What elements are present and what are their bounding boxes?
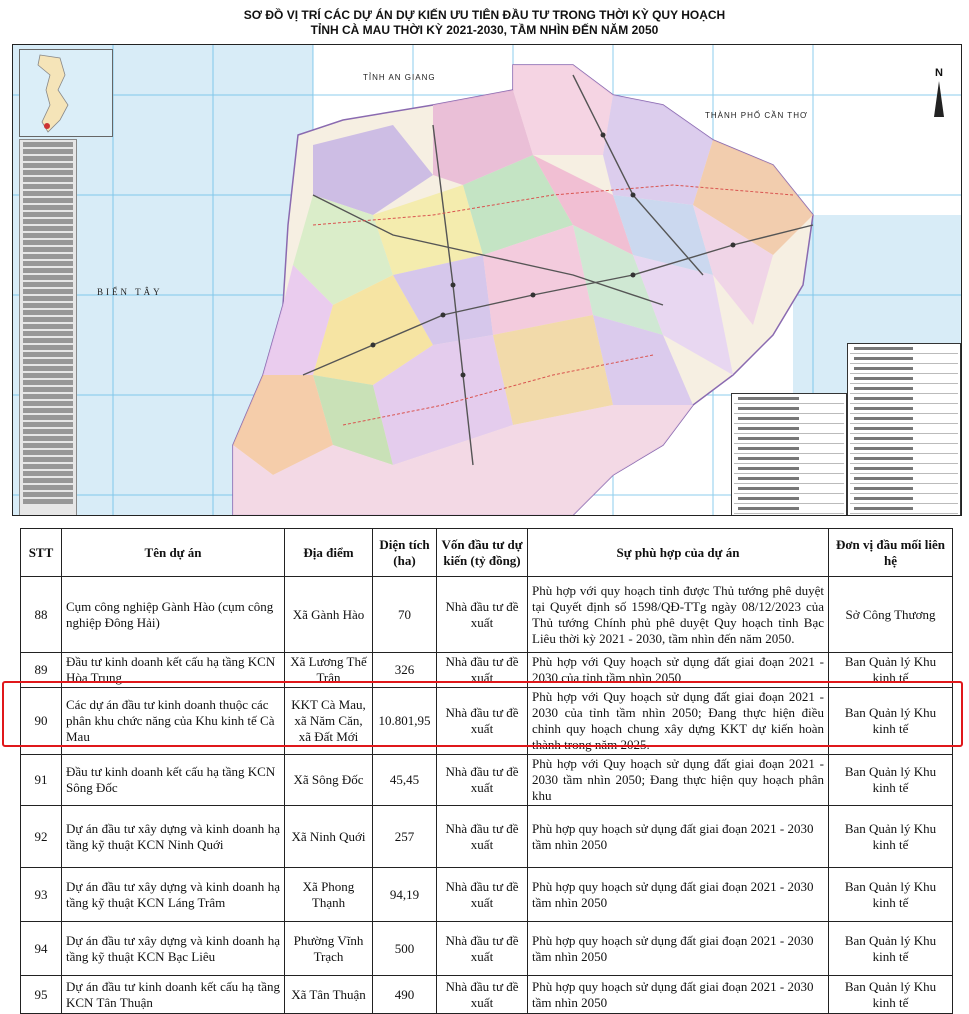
cell-stt: 90 xyxy=(21,688,62,755)
map-title-line1: SƠ ĐỒ VỊ TRÍ CÁC DỰ ÁN DỰ KIẾN ƯU TIÊN ĐẦU TƯ TRONG THỜI KỲ QUY HOẠCH xyxy=(243,8,726,22)
cell-area: 10.801,95 xyxy=(373,688,437,755)
north-arrow-icon xyxy=(934,81,944,117)
cell-area: 70 xyxy=(373,577,437,653)
table-row xyxy=(21,688,953,755)
cell-location: Xã Tân Thuận xyxy=(285,976,373,1014)
cell-fit: Phù hợp với Quy hoạch sử dụng đất giai đoạn 2021 - 2030 của tỉnh tầm nhìn 2050 xyxy=(528,653,829,688)
cell-location: Xã Gành Hào xyxy=(285,577,373,653)
header-name: Tên dự án xyxy=(62,529,285,577)
cell-stt: 93 xyxy=(21,868,62,922)
cell-fit: Phù hợp quy hoạch sử dụng đất giai đoạn 2021 - 2030 tầm nhìn 2050 xyxy=(528,806,829,868)
inset-map xyxy=(19,49,113,137)
cell-capital: Nhà đầu tư đề xuất xyxy=(437,806,528,868)
cell-area: 490 xyxy=(373,976,437,1014)
cell-contact: Ban Quản lý Khu kinh tế xyxy=(829,755,953,806)
cell-area: 94,19 xyxy=(373,868,437,922)
north-letter: N xyxy=(935,67,943,79)
cell-name: Đầu tư kinh doanh kết cấu hạ tầng KCN Hòa Trung xyxy=(62,653,285,688)
label-can-tho: THÀNH PHỐ CẦN THƠ xyxy=(705,111,808,120)
map-legend-left xyxy=(19,139,77,516)
table-row xyxy=(21,868,953,922)
cell-capital: Nhà đầu tư đề xuất xyxy=(437,922,528,976)
header-capital: Vốn đầu tư dự kiến (tỷ đồng) xyxy=(437,529,528,577)
cell-contact: Ban Quản lý Khu kinh tế xyxy=(829,688,953,755)
map-title xyxy=(0,8,969,38)
label-bien-tay: BIỂN TÂY xyxy=(97,287,163,297)
cell-name: Cụm công nghiệp Gành Hào (cụm công nghiệp Đông Hải) xyxy=(62,577,285,653)
header-fit: Sự phù hợp của dự án xyxy=(528,529,829,577)
table-row xyxy=(21,577,953,653)
header-contact: Đơn vị đầu mối liên hệ xyxy=(829,529,953,577)
cell-contact: Sở Công Thương xyxy=(829,577,953,653)
cell-fit: Phù hợp với Quy hoạch sử dụng đất giai đoạn 2021 - 2030 tầm nhìn 2050; Đang thực hiện quy hoạch phân khu xyxy=(528,755,829,806)
label-an-giang: TỈNH AN GIANG xyxy=(363,73,436,82)
map-legend-table-2 xyxy=(847,343,961,516)
cell-stt: 94 xyxy=(21,922,62,976)
table-row xyxy=(21,653,953,688)
header-area: Diện tích (ha) xyxy=(373,529,437,577)
cell-capital: Nhà đầu tư đề xuất xyxy=(437,577,528,653)
cell-location: KKT Cà Mau, xã Năm Căn, xã Đất Mới xyxy=(285,688,373,755)
cell-stt: 91 xyxy=(21,755,62,806)
cell-contact: Ban Quản lý Khu kinh tế xyxy=(829,868,953,922)
cell-contact: Ban Quản lý Khu kinh tế xyxy=(829,653,953,688)
header-stt: STT xyxy=(21,529,62,577)
cell-stt: 92 xyxy=(21,806,62,868)
cell-capital: Nhà đầu tư đề xuất xyxy=(437,755,528,806)
map-legend-table-1 xyxy=(731,393,847,516)
cell-name: Dự án đầu tư xây dựng và kinh doanh hạ tầng kỹ thuật KCN Láng Trâm xyxy=(62,868,285,922)
north-arrow xyxy=(931,67,947,117)
cell-location: Xã Sông Đốc xyxy=(285,755,373,806)
cell-capital: Nhà đầu tư đề xuất xyxy=(437,868,528,922)
table-row xyxy=(21,755,953,806)
table-row xyxy=(21,806,953,868)
inset-map-drawing xyxy=(20,50,112,136)
cell-area: 257 xyxy=(373,806,437,868)
cell-capital: Nhà đầu tư đề xuất xyxy=(437,976,528,1014)
cell-fit: Phù hợp quy hoạch sử dụng đất giai đoạn 2021 - 2030 tầm nhìn 2050 xyxy=(528,976,829,1014)
cell-fit: Phù hợp với quy hoạch tỉnh được Thủ tướng phê duyệt tại Quyết định số 1598/QĐ-TTg ngày 08/12/2023 của Thủ tướng Chính phủ phê duyệt Quy hoạch tỉnh Bạc Liêu thời kỳ 2021 - 2030, tầm nhìn đến năm 2050. xyxy=(528,577,829,653)
cell-name: Dự án đầu tư xây dựng và kinh doanh hạ tầng kỹ thuật KCN Bạc Liêu xyxy=(62,922,285,976)
cell-capital: Nhà đầu tư đề xuất xyxy=(437,688,528,755)
projects-table xyxy=(20,528,953,1014)
cell-fit: Phù hợp quy hoạch sử dụng đất giai đoạn 2021 - 2030 tầm nhìn 2050 xyxy=(528,922,829,976)
cell-name: Dự án đầu tư kinh doanh kết cấu hạ tầng KCN Tân Thuận xyxy=(62,976,285,1014)
cell-capital: Nhà đầu tư đề xuất xyxy=(437,653,528,688)
cell-area: 45,45 xyxy=(373,755,437,806)
cell-name: Các dự án đầu tư kinh doanh thuộc các phân khu chức năng của Khu kinh tế Cà Mau xyxy=(62,688,285,755)
cell-fit: Phù hợp quy hoạch sử dụng đất giai đoạn 2021 - 2030 tầm nhìn 2050 xyxy=(528,868,829,922)
cell-name: Đầu tư kinh doanh kết cấu hạ tầng KCN Sông Đốc xyxy=(62,755,285,806)
header-location: Địa điểm xyxy=(285,529,373,577)
cell-contact: Ban Quản lý Khu kinh tế xyxy=(829,922,953,976)
map[interactable] xyxy=(12,44,962,516)
cell-fit: Phù hợp với Quy hoạch sử dụng đất giai đoạn 2021 - 2030 của tỉnh tầm nhìn 2050; Đang thực hiện điều chỉnh quy hoạch chung xây dựng KKT dự kiến hoàn thành trong năm 2025. xyxy=(528,688,829,755)
table-header-row xyxy=(21,529,953,577)
cell-location: Xã Phong Thạnh xyxy=(285,868,373,922)
cell-location: Phường Vĩnh Trạch xyxy=(285,922,373,976)
cell-name: Dự án đầu tư xây dựng và kinh doanh hạ tầng kỹ thuật KCN Ninh Quới xyxy=(62,806,285,868)
cell-stt: 95 xyxy=(21,976,62,1014)
cell-location: Xã Lương Thế Trân xyxy=(285,653,373,688)
table-row xyxy=(21,976,953,1014)
cell-area: 326 xyxy=(373,653,437,688)
cell-stt: 89 xyxy=(21,653,62,688)
table-row xyxy=(21,922,953,976)
cell-contact: Ban Quản lý Khu kinh tế xyxy=(829,806,953,868)
cell-contact: Ban Quản lý Khu kinh tế xyxy=(829,976,953,1014)
map-title-line2: TỈNH CÀ MAU THỜI KỲ 2021-2030, TẦM NHÌN ĐẾN NĂM 2050 xyxy=(310,23,659,37)
cell-stt: 88 xyxy=(21,577,62,653)
cell-area: 500 xyxy=(373,922,437,976)
cell-location: Xã Ninh Quới xyxy=(285,806,373,868)
